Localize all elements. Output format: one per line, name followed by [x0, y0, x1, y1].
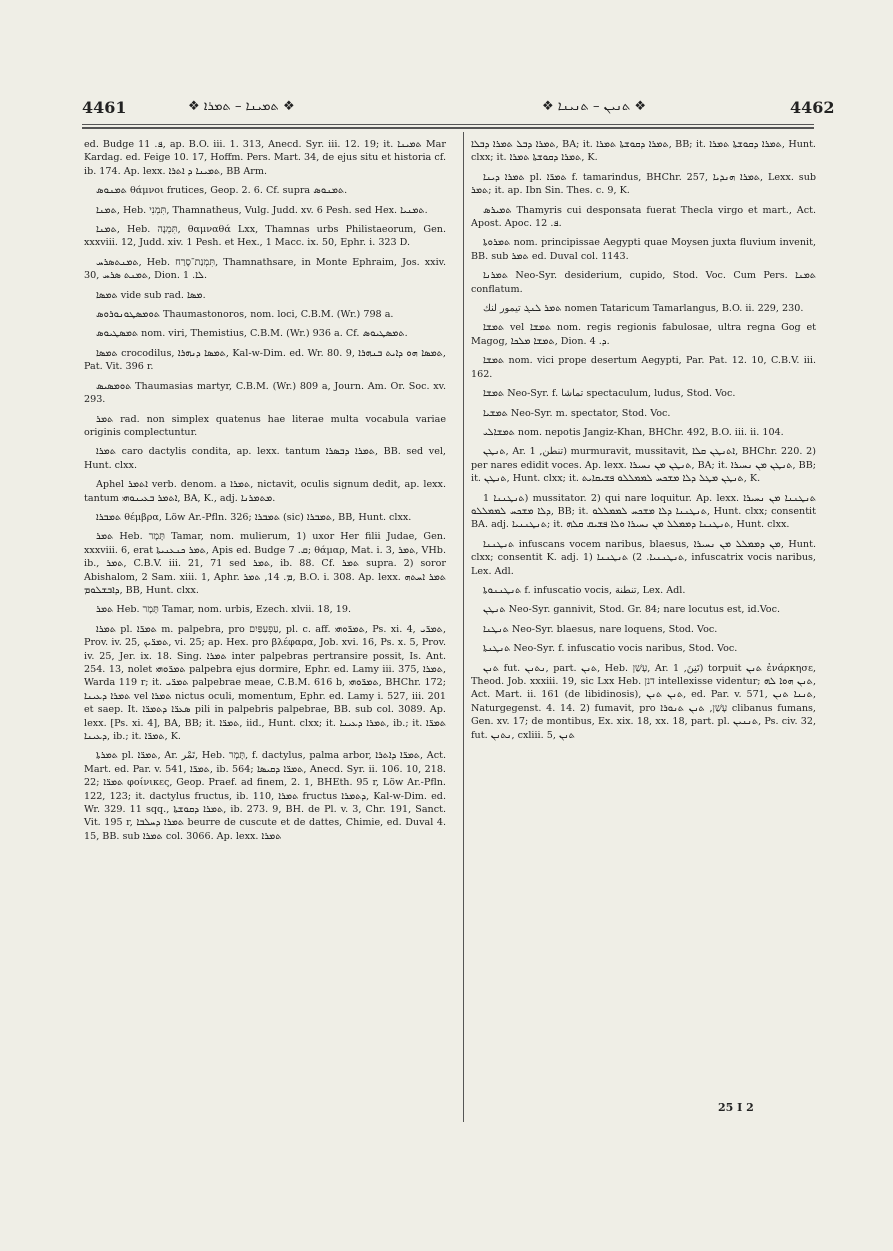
dictionary-entry: ܬܢܢ fut. ܢܬܢܢ, part. ܬܢܢ, Heb. עָשַׁן, Ar. تَنِنَ, 1) torpuit ܬܢܢ ἐνάρκησε, Theod. Job. xxxiii. 19, sic Lxx Heb. דנן intellexisse videntur; ܬܢܢ ܗܘܐ ܠܗ, Act. Mart. ii. 161 (de libidinosis), ܬܢܢ ܬܢܢ, ed. Par. v. 571, ܬܢܢܐ ܬܢܢ, Naturgegenst. 4. 14. 2) fumavit, pro עָשַׁן, ܬܢܢ ܬܢܘܪܐ clibanus fumans, Gen. xv. 17; de montibus, Ex. xix. 18, xx. 18, part. pl. ܬܢܢܝܢ, Ps. civ. 32, fut. ܢܬܢܢ, cxliii. 5, ܬܢܢ	[471, 662, 816, 741]
signature-mark: 25 I 2	[718, 1101, 754, 1114]
dictionary-entry: ܬܡܢܘܣ θάμνοι frutices, Geop. 2. 6. Cf. supra ܬܡܢܘܣ.	[96, 185, 348, 197]
dictionary-entry: ܬܡܪ rad. non simplex quatenus hae literae multa vocabula variae originis complectuntur.	[84, 413, 446, 438]
dictionary-entry: ܬܡܣܛܝܘܣ nom. viri, Themistius, C.B.M. (Wr.) 936 a. Cf. ܬܡܣܛܝܘܣ.	[96, 328, 408, 340]
right-page-number: 4462	[790, 98, 835, 117]
dictionary-entry: ܬܢܛܢܢܐ infuscans vocem naribus, blaesus, ܡܢ ܕܡܡܠܠ ܡܢ ܢܚܝܪܐ, Hunt. clxx; consentit K. adj. 1) ܬܢܛܢܢܝܐ. 2) ܬܢܛܢܢܐ, infuscatrix vocis naribus, Lex. Adl.	[471, 538, 817, 577]
right-running-title: ❖ ܬܢܝܢ – ܬܢܝܢܐ ❖	[542, 99, 647, 114]
right-column	[471, 138, 816, 748]
dictionary-entry: ܬܡܫܐ Neo-Syr. f. تماشا spectaculum, ludus, Stod. Voc.	[483, 388, 736, 400]
dictionary-entry: Aphel ܐܬܡܪ verb. denom. a ܬܡܪܐ, nictavit, oculis signum dedit, ap. lexx. tantum ܐܬܡܪ ܒܥܝܢܘܗܝ, BA, K., adj. ܡܬܡܪܢܐ.	[84, 479, 447, 504]
dictionary-entry: ܬܡܒܪܐ θέμβρα, Löw Ar.-Pfln. 326; ܬܡܒܪܐ (sic) ܬܡܒܪܐ, BB, Hunt. clxx.	[96, 511, 412, 523]
left-running-title: ❖ ܬܡܝܢܐ – ܬܡܪܐ ❖	[188, 99, 295, 114]
dictionary-entry: ܬܡܪ Heb. תָּמָר Tamar, nom. mulierum, 1) uxor Her filii Judae, Gen. xxxviii. 6, erat ܬܡܪ ܟܢܥܢܝܬܐ, Apis ed. Budge ܩ. 7; θάμαρ, Mat. i. 3, ܬܡܪ, VHb. ib., ܬܡܪ, C.B.V. iii. 21, 71 sed ܬܡܪ, ib. 88. Cf. ܬܡܪ supra. 2) soror Abishalom, 2 Sam. xiii. 1, Aphr. ܡ. 14, ܬܡܪ, B.O. i. 308. Ap. lexx. ܬܡܪ ܐܚܬܗ ܕܐܒܫܠܘܡ, BB, Hunt. clxx.	[84, 531, 446, 596]
dictionary-entry: ܬܡܪ ܠܢܓ تيمور لنك nomen Tataricum Tamarlangus, B.O. ii. 229, 230.	[483, 303, 804, 315]
dictionary-entry: ܬܡܪܐ ܕܒܠ ܬܡܪܐ ܕܒܠܐ, BA; it. ܬܡܪܐ ܕܩܘܫܬܐ ܬܡܪܐ, BB; it. ܬܡܪܐ ܕܩܘܫܬܐ ܬܡܪܐ, Hunt. clxx; it. ܬܡܪܐ ܕܩܘܫܬܐ ܬܡܪܐ, K.	[471, 139, 816, 164]
dictionary-entry: ed. Budge ܦ. 11, ap. B.O. iii. 1. 313, Anecd. Syr. iii. 12. 19; it. ܬܡܝܢܐ Mar Kardag. ed. Feige 10. 17, Hoffm. Pers. Mart. 34, de ejus situ et historia cf. ib. 174. Ap. lexx. ܬܡܝܢܐ ܕ ܐܬܪܐ, BB Arm.	[84, 139, 446, 177]
dictionary-entry: ܬܡܫܐ nom. vici prope desertum Aegypti, Par. Pat. 12. 10, C.B.V. iii. 162.	[471, 355, 816, 380]
dictionary-entry: ܬܡܫܐ vel ܬܡܫܐ nom. regis regionis fabulosae, ultra regna Gog et Magog, ܬܡܫܐ ܡܠܟܐ, Dion. ܕ. 4.	[471, 322, 817, 347]
dictionary-entry: ܬܡܫܐܠܝ nom. nepotis Jangiz-Khan, BHChr. 492, B.O. iii. ii. 104.	[483, 426, 784, 438]
dictionary-entry: ܬܢܛܢ Neo-Syr. gannivit, Stod. Gr. 84; nare locutus est, id.Voc.	[483, 604, 780, 616]
header-rule-thick	[82, 127, 814, 129]
dictionary-entry: ܬܡܪܢܐ Neo-Syr. desiderium, cupido, Stod. Voc. Cum Pers. ܬܡܢܐ conflatum.	[471, 270, 816, 295]
dictionary-entry: ܬܡܫܝܐ Neo-Syr. m. spectator, Stod. Voc.	[483, 407, 671, 419]
dictionary-entry: ܬܘܡܣܝܣ Thaumasias martyr, C.B.M. (Wr.) 809 a, Journ. Am. Or. Soc. xv. 293.	[84, 380, 446, 406]
dictionary-entry: ܬܢܛܢܐ Neo-Syr. blaesus, nare loquens, Stod. Voc.	[483, 623, 718, 635]
left-column	[84, 138, 446, 849]
dictionary-entry: ܬܡܢܬܣܪܚ, Heb. תִּמְנַת־סֶרַח, Thamnathsare, in Monte Ephraim, Jos. xxiv. 30, ܬܡܢܬ ܣܪܚ, Dion. ܠܐ. 1.	[84, 256, 446, 282]
dictionary-entry: ܬܡܣܐ crocodilus, ܬܡܣܐ ܕܢܗܪܐ, Kal-w-Dim. ed. Wr. 80. 9, ܬܡܣܐ ܗܘ ܕܐܝܬ ܒܢܗܪܐ, Pat. Vit. 396 r.	[84, 347, 446, 373]
left-page-number: 4461	[82, 98, 127, 117]
header-rule	[82, 124, 814, 125]
column-divider	[463, 132, 464, 1122]
dictionary-entry: ܬܡܪܐ ܕܝܢܐ pl. ܬܡܪ̈ܐ f. tamarindus, BHChr. 257, ܬܡܪܐ ܗܢܕܝܐ, Lexx. sub ܬܡܪ; it. ap. Ibn Sin. Thes. c. 9, K.	[471, 171, 817, 197]
dictionary-entry: ܬܡܪܐ pl. ܬܡܪ̈ܐ m. palpebra, pro עַפְעַפַּיִם, pl. c. aff. ܬܡܪ̈ܘܗܝ, Ps. xi. 4, ܬܡܪ̈ܝ, Prov. iv. 25, ܬܡܪ̈ܝܟ, vi. 25; ap. Hex. pro βλέφαρα, Job. xvi. 16, Ps. x. 5, Prov. iv. 25, Jer. ix. 18. Sing. ܬܡܪܐ inter palpebras pertransire possit, Is. Ant. 254. 13, nolet ܬܡܪ̈ܘܗܝ palpebra ejus dormire, Ephr. ed. Lamy iii. 375, ܬܡܪܐ, Warda 119 r; it. ܬܡܪ̈ܝ palpebrae meae, C.B.M. 616 b, ܬܡܪ̈ܘܗܝ, BHChr. 172; ܬܡܪܐ ܕܥܝܢܐ vel ܬܡܪܐ nictus oculi, momentum, Ephr. ed. Lamy i. 527, iii. 201 et saep. It. ܣܥܪ̈ܐ ܕܬܡܪ̈ܐ pili in palpebris palpebrae, BB. sub col. 3089. Ap. lexx. [Ps. xi. 4], BA, BB; it. ܬܡܪ̈ܐ, iid., Hunt. clxx; it. ܬܡܪܐ ܕܥܝܢܐ, ib.; it. ܬܡܪ̈ܐ ܕܥܝܢܐ, ib.; it. ܬܡܪ̈ܐ, K.	[84, 623, 447, 743]
dictionary-entry: ܬܢܛܢ, Ar. تنطن, 1) murmuravit, mussitavit, ܐܬܢܛܢ ܩܠܐ, BHChr. 220. 2) per nares edidit voces. Ap. lexx. ܬܢܛܢ ܡܢ ܢܚܝܪܐ, BA; it. ܬܢܛܢ ܡܢ ܢܚܝܪܐ, BB; it. ܬܢܛܢ, Hunt. clxx; it. ܬܢܛܢ ܡܛܠ ܕܠܐ ܡܫܟܚ ܠܡܡܠܠܘ ܦܫܝܩܐܝܬ, K.	[471, 446, 816, 485]
dictionary-entry: ܬܡܪܬܐ pl. ܬܡܪ̈ܐ, Ar. تَمْر, Heb. תָּמָר, f. dactylus, palma arbor, ܬܡܪ̈ܐ ܕܐܬܪܐ, Act. Mart. ed. Par. v. 541, ܬܡܪ̈ܐ, ib. 564; ܬܡܪ̈ܐ ܕܩܝܣܐ, Anecd. Syr. ii. 106. 10, 218. 22; ܬܡܪ̈ܐ φοίνικες, Geop. Praef. ad finem, 2. 1, BHEth. 95 r, Löw Ar.-Pfln. 122, 123; it. dactylus fructus, ib. 110, ܬܡܪܐ fructus ܕܬܡܪܐ, Kal-w-Dim. ed. Wr. 329. 11 sqq., ܬܡܪܐ ܕܩܘܫܬܐ, ib. 273. 9, BH. de Pl. v. 3, Chr. 191, Sanct. Vit. 195 r, ܬܡܪܐ ܕܚܠܒܐ beurre de cuscute et de dattes, Chimie, ed. Duval 4. 15, BB. sub ܬܡܪܐ col. 3066. Ap. lexx. ܬܡܪܐ	[84, 750, 447, 842]
dictionary-entry: ܬܡܢܐ, Heb. תִּמְנָה, θαμναθά Lxx, Thamnas urbs Philistaeorum, Gen. xxxviii. 12, Judd. xiv. 1 Pesh. et Hex., 1 Macc. ix. 50, Ephr. i. 323 D.	[84, 224, 446, 249]
dictionary-entry: ܬܢܛܢܬܐ Neo-Syr. f. infuscatio vocis naribus, Stod. Voc.	[483, 643, 738, 655]
dictionary-entry: ܬܡܪܐ caro dactylis condita, ap. lexx. tantum ܬܡܪܐ ܕܒܣܪܐ, BB. sed vel, Hunt. clxx.	[84, 446, 446, 471]
dictionary-entry: ܬܡܣܐ vide sub rad. ܡܣܐ.	[96, 289, 206, 301]
dictionary-entry: ܬܘܡܣܛܘܢܘܪܘܣ Thaumastonoros, nom. loci, C.B.M. (Wr.) 798 a.	[96, 309, 394, 321]
dictionary-entry: ܬܡܝܪܣ Thamyris cui desponsata fuerat Thecla virgo et mart., Act. Apost. Apoc. ܦ. 12.	[471, 204, 816, 230]
dictionary-entry: ܬܢܛܢܢܐ 1) mussitator. 2) qui nare loquitur. Ap. lexx. ܬܢܛܢܢܐ ܡܢ ܢܚܝܪܐ ܕܠܐ ܡܫܟܚ ܠܡܡܠܠܘ, BB; it. ܬܢܛܢܢܐ ܕܠܐ ܡܫܟܚ ܠܡܡܠܠܘ, Hunt. clxx; consentit BA. adj. ܬܢܛܢܢܝܐ; it. ܬܢܛܢܢܐ ܕܡܡܠܠ ܡܢ ܢܚܝܪܐ ܘܠܐ ܦܫܝܩ ܩܠܗ, Hunt. clxx.	[471, 492, 816, 531]
dictionary-entry: ܬܡܢܐ, Heb. תִּמְנִי, Thamnatheus, Vulg. Judd. xv. 6 Pesh. sed Hex. ܬܡܢܝܐ.	[96, 204, 428, 216]
dictionary-entry: ܬܢܛܢܢܘܬܐ f. infuscatio vocis, تنطنة, Lex. Adl.	[483, 584, 686, 596]
dictionary-entry: ܬܡܪ Heb. תָּמָר Tamar, nom. urbis, Ezech. xlvii. 18, 19.	[96, 604, 351, 616]
dictionary-entry: ܬܡܪܘܬܐ nom. principissae Aegypti quae Moysen juxta fluvium invenit, BB. sub ܬܡܪ ed. Duval col. 1143.	[471, 237, 816, 262]
